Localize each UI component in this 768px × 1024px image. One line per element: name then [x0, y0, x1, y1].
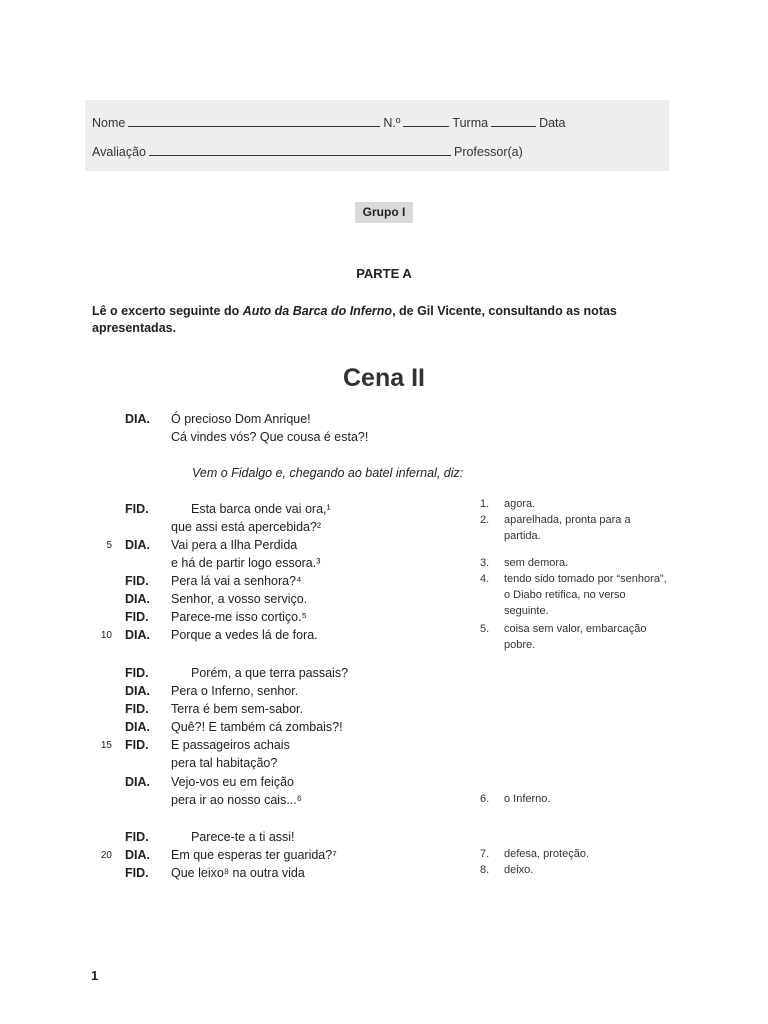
footnote-number: 2.: [480, 514, 490, 526]
footnote-number: 1.: [480, 498, 490, 510]
group-label: Grupo I: [355, 202, 413, 223]
footnote-number: 3.: [480, 557, 490, 569]
name-blank[interactable]: [128, 114, 380, 127]
number-label: N.º: [383, 116, 401, 130]
speaker-label: DIA.: [125, 720, 150, 734]
verse-text: Quê?! E também cá zombais?!: [171, 720, 343, 734]
footnote-number: 5.: [480, 623, 490, 635]
footnote-number: 8.: [480, 864, 490, 876]
speaker-label: DIA.: [125, 538, 150, 552]
verse-number: 20: [100, 850, 112, 861]
footnote-number: 6.: [480, 793, 490, 805]
speaker-label: FID.: [125, 574, 149, 588]
footnote-text: aparelhada, pronta para a partida.: [504, 514, 631, 542]
footnote-text: agora.: [504, 498, 536, 510]
verse-text: Cá vindes vós? Que cousa é esta?!: [171, 430, 369, 444]
footnote-text: deixo.: [504, 864, 534, 876]
date-label: Data: [539, 116, 566, 130]
class-label: Turma: [452, 116, 489, 130]
verse-text: Esta barca onde vai ora,¹: [191, 502, 331, 516]
verse-text: Pera lá vai a senhora?⁴: [171, 574, 302, 588]
page-number: 1: [91, 968, 99, 983]
speaker-label: FID.: [125, 866, 149, 880]
footnote: [480, 571, 670, 619]
verse-text: pera ir ao nosso cais...⁶: [171, 793, 302, 807]
teacher-label: Professor(a): [453, 145, 523, 159]
footnote: [480, 791, 670, 807]
class-blank[interactable]: [491, 114, 536, 127]
header-line-1: [92, 114, 565, 130]
evaluation-label: Avaliação: [92, 145, 146, 159]
verse-text: Parece-te a ti assi!: [191, 830, 295, 844]
verse-text: Em que esperas ter guarida?⁷: [171, 848, 337, 862]
speaker-label: FID.: [125, 610, 149, 624]
verse-number: 15: [100, 740, 112, 751]
footnote-number: 4.: [480, 573, 490, 585]
header-line-2: [92, 143, 523, 159]
student-info-header: [85, 100, 669, 171]
footnote-text: o Inferno.: [504, 793, 551, 805]
footnote-text: tendo sido tomado por “senhora”, o Diabo retifica, no verso seguinte.: [504, 573, 667, 617]
part-title: PARTE A: [356, 266, 412, 281]
speaker-label: DIA.: [125, 412, 150, 426]
footnote: [480, 496, 670, 512]
verse-number: 10: [100, 630, 112, 641]
verse-text: Porém, a que terra passais?: [191, 666, 349, 680]
speaker-label: FID.: [125, 738, 149, 752]
speaker-label: DIA.: [125, 592, 150, 606]
verse-text: Que leixo⁸ na outra vida: [171, 866, 305, 880]
speaker-label: DIA.: [125, 848, 150, 862]
work-title: Auto da Barca do Inferno: [242, 304, 393, 318]
footnote-text: defesa, proteção.: [504, 848, 590, 860]
speaker-label: DIA.: [125, 775, 150, 789]
verse-text: Parece-me isso cortiço.⁵: [171, 610, 307, 624]
speaker-label: DIA.: [125, 684, 150, 698]
footnote: [480, 555, 670, 571]
instruction-prefix: Lê o excerto seguinte do: [92, 304, 243, 318]
verse-text: Vai pera a Ilha Perdida: [171, 538, 298, 552]
speaker-label: DIA.: [125, 628, 150, 642]
verse-text: Ó precioso Dom Anrique!: [171, 412, 311, 426]
verse-text: e há de partir logo essora.³: [171, 556, 321, 570]
verse-text: Pera o Inferno, senhor.: [171, 684, 299, 698]
footnote: [480, 621, 670, 653]
verse-text: Senhor, a vosso serviço.: [171, 592, 308, 606]
number-blank[interactable]: [403, 114, 449, 127]
speaker-label: FID.: [125, 830, 149, 844]
footnote: [480, 846, 670, 862]
footnote: [480, 512, 670, 544]
instruction-text: [92, 303, 672, 337]
footnote-text: sem demora.: [504, 557, 569, 569]
speaker-label: FID.: [125, 702, 149, 716]
stage-direction: Vem o Fidalgo e, chegando ao batel infernal, diz:: [192, 466, 464, 480]
speaker-label: FID.: [125, 502, 149, 516]
footnote-text: coisa sem valor, embarcação pobre.: [504, 623, 647, 651]
name-label: Nome: [92, 116, 126, 130]
footnote-number: 7.: [480, 848, 490, 860]
verse-text: pera tal habitação?: [171, 756, 278, 770]
verse-text: Vejo-vos eu em feição: [171, 775, 294, 789]
verse-text: que assi está apercebida?²: [171, 520, 322, 534]
verse-number: 5: [106, 540, 112, 551]
instruction-suffix: , de Gil Vicente, consultando as notas apresentadas.: [92, 304, 617, 335]
verse-text: E passageiros achais: [171, 738, 290, 752]
speaker-label: FID.: [125, 666, 149, 680]
scene-title: Cena II: [343, 364, 425, 392]
footnote: [480, 862, 670, 878]
verse-text: Terra é bem sem-sabor.: [171, 702, 303, 716]
verse-text: Porque a vedes lá de fora.: [171, 628, 318, 642]
evaluation-blank[interactable]: [149, 143, 451, 156]
